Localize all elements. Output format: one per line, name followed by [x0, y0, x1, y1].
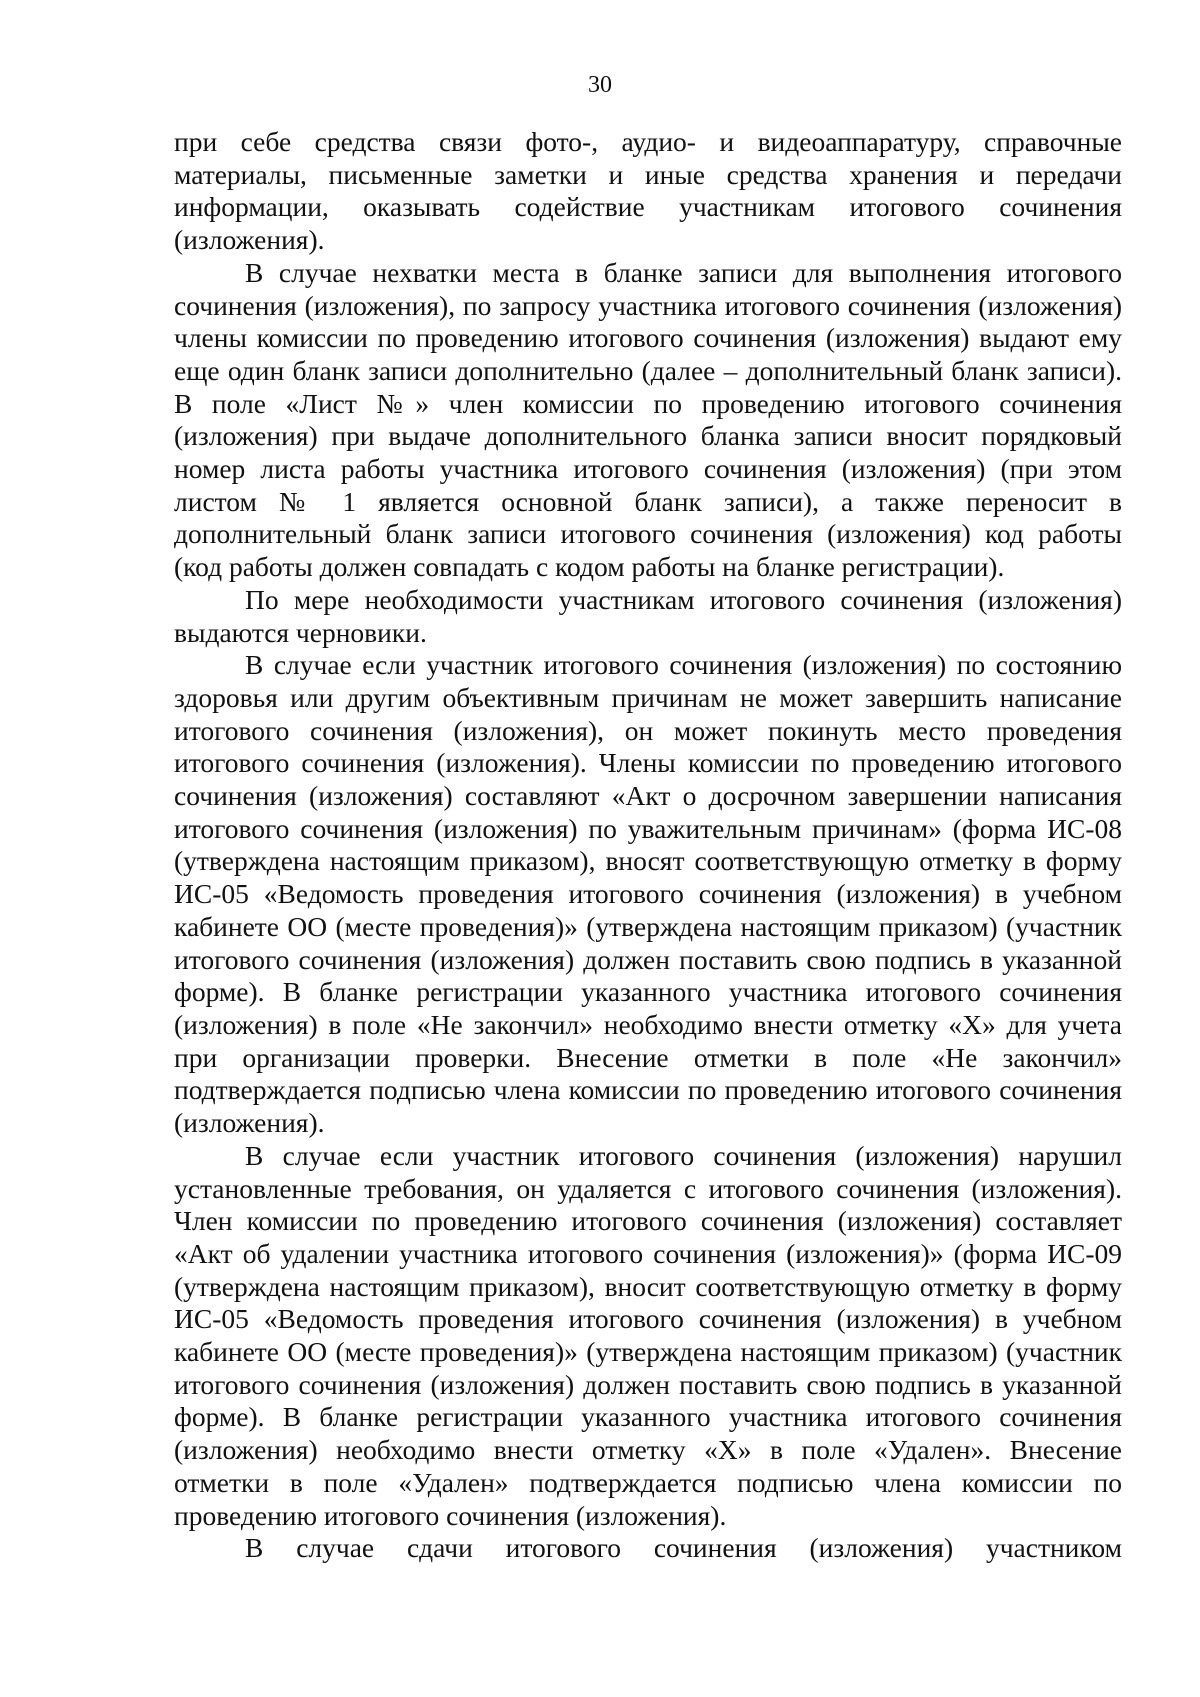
paragraph-submission: В случае сдачи итогового сочинения (изложения) участником: [245, 1532, 1122, 1564]
paragraph-drafts: По мере необходимости участникам итогового сочинения (изложения) выдаются черновики.: [174, 583, 1122, 648]
paragraph-additional-blank: В случае нехватки места в бланке записи для выполнения итогового сочинения (изложения), по запросу участника итогового сочинения (изложения) члены комиссии по проведению итогового сочинения (изложения) выдают ему еще один бланк записи дополнительно (далее – дополнительный бланк записи). В поле «Лист №» член комиссии по проведению итогового сочинения (изложения) при выдаче дополнительного бланка записи вносит порядковый номер листа работы участника итогового сочинения (изложения) (при этом листом № 1 является основной бланк записи), а также переносит в дополнительный бланк записи итогового сочинения (изложения) код работы (код работы должен совпадать с кодом работы на бланке регистрации).: [174, 256, 1122, 583]
paragraph-early-completion: В случае если участник итогового сочинения (изложения) по состоянию здоровья или другим объективным причинам не может завершить написание итогового сочинения (изложения), он может покинуть место проведения итогового сочинения (изложения). Члены комиссии по проведению итогового сочинения (изложения) составляют «Акт о досрочном завершении написания итогового сочинения (изложения) по уважительным причинам» (форма ИС-08 (утверждена настоящим приказом), вносят соответствующую отметку в форму ИС-05 «Ведомость проведения итогового сочинения (изложения) в учебном кабинете ОО (месте проведения)» (утверждена настоящим приказом) (участник итогового сочинения (изложения) должен поставить свою подпись в указанной форме). В бланке регистрации указанного участника итогового сочинения (изложения) в поле «Не закончил» необходимо внести отметку «X» для учета при организации проверки. Внесение отметки в поле «Не закончил» подтверждается подписью члена комиссии по проведению итогового сочинения (изложения).: [174, 649, 1122, 1139]
document-body: [174, 126, 1122, 1565]
page-number: 30: [588, 72, 612, 98]
paragraph-continuation: при себе средства связи фото-, аудио- и видеоаппаратуру, справочные материалы, письменные заметки и иные средства хранения и передачи информации, оказывать содействие участникам итогового сочинения (изложения).: [174, 126, 1122, 256]
paragraph-removal: В случае если участник итогового сочинения (изложения) нарушил установленные требования, он удаляется с итогового сочинения (изложения). Член комиссии по проведению итогового сочинения (изложения) составляет «Акт об удалении участника итогового сочинения (изложения)» (форма ИС-09 (утверждена настоящим приказом), вносит соответствующую отметку в форму ИС-05 «Ведомость проведения итогового сочинения (изложения) в учебном кабинете ОО (месте проведения)» (утверждена настоящим приказом) (участник итогового сочинения (изложения) должен поставить свою подпись в указанной форме). В бланке регистрации указанного участника итогового сочинения (изложения) необходимо внести отметку «X» в поле «Удален». Внесение отметки в поле «Удален» подтверждается подписью члена комиссии по проведению итогового сочинения (изложения).: [174, 1139, 1122, 1531]
